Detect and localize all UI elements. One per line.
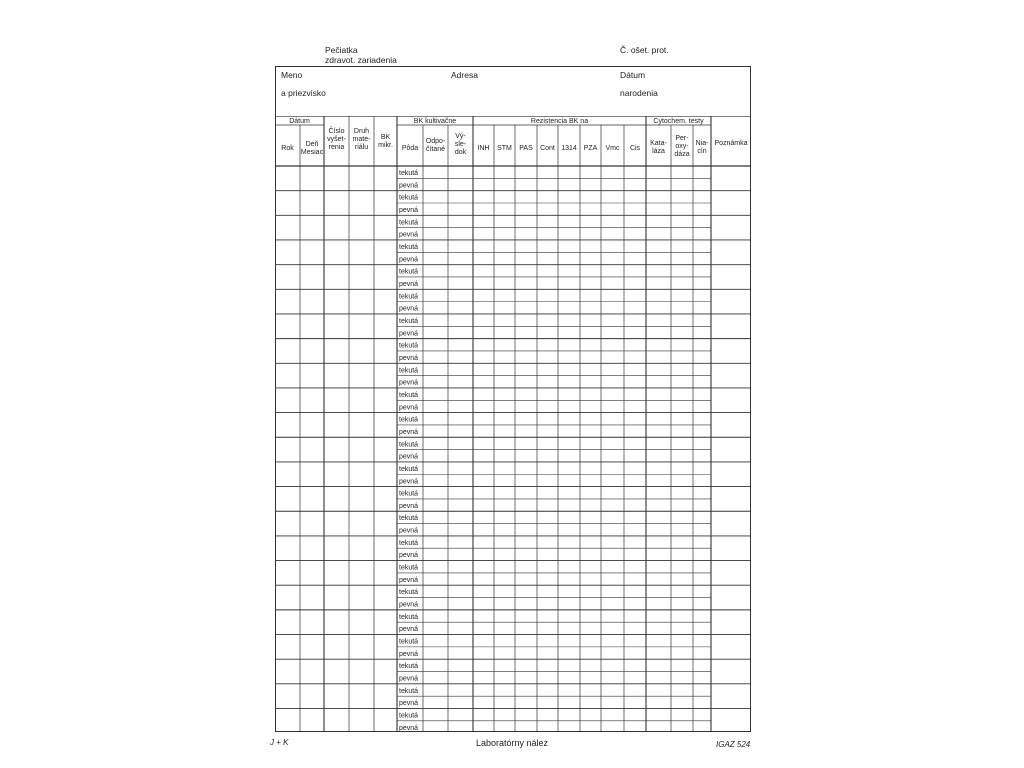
col-katalaza: láza	[652, 148, 665, 155]
col-niacin: Nia-	[695, 140, 709, 147]
row-label-pevna: pevná	[399, 552, 419, 560]
stamp-label	[325, 45, 397, 65]
col-vysledok: Vý-	[455, 133, 466, 140]
protocol-number-label: Č. ošet. prot.	[620, 45, 669, 55]
row-label-tekuta: tekutá	[399, 342, 419, 350]
row-label-pevna: pevná	[399, 502, 419, 510]
group-bk-label: BK kultivačne	[413, 118, 457, 125]
col-niacin: cín	[697, 148, 707, 155]
col-cislo-vysetrenia: renia	[328, 144, 345, 151]
row-label-tekuta: tekutá	[399, 613, 419, 621]
row-label-tekuta: tekutá	[399, 712, 419, 720]
col-1314: 1314	[561, 145, 577, 152]
col-bk-mikr: mikr.	[378, 142, 393, 149]
col-cont: Cont	[540, 145, 555, 152]
col-cislo-vysetrenia: vyšet-	[327, 136, 346, 143]
row-label-tekuta: tekutá	[399, 268, 419, 276]
row-label-pevna: pevná	[399, 280, 419, 288]
row-label-pevna: pevná	[399, 231, 419, 239]
row-label-tekuta: tekutá	[399, 170, 419, 177]
row-label-pevna: pevná	[399, 428, 419, 436]
row-label-pevna: pevná	[399, 330, 419, 338]
col-peroxydaza: oxy-	[675, 143, 689, 150]
row-label-pevna: pevná	[399, 206, 419, 214]
row-label-tekuta: tekutá	[399, 687, 419, 695]
group-rezistencia-label: Rezistencia BK na	[530, 118, 589, 125]
col-cis: Cis	[629, 145, 641, 152]
col-vysledok: dok	[454, 149, 467, 156]
surname-label: a priezvisko	[281, 88, 326, 98]
row-label-tekuta: tekutá	[399, 219, 419, 227]
row-label-pevna: pevná	[399, 650, 419, 658]
row-label-pevna: pevná	[399, 527, 419, 535]
col-rok: Rok	[281, 145, 294, 152]
row-label-pevna: pevná	[399, 354, 419, 362]
row-label-pevna: pevná	[399, 626, 419, 634]
col-poda: Pôda	[401, 145, 419, 152]
row-label-tekuta: tekutá	[399, 465, 419, 473]
col-odpocitane: Odpo-	[425, 138, 446, 145]
col-inh: INH	[477, 145, 490, 152]
col-druh-materialu: Druh	[353, 128, 370, 135]
dob-label-1: Dátum	[620, 70, 646, 80]
row-label-pevna: pevná	[399, 724, 419, 732]
row-label-tekuta: tekutá	[399, 391, 419, 399]
group-datum-label: Dátum	[289, 118, 310, 125]
col-cislo-vysetrenia: Číslo	[328, 128, 345, 135]
row-label-tekuta: tekutá	[399, 539, 419, 547]
col-vysledok: sle-	[454, 141, 467, 148]
row-label-tekuta: tekutá	[399, 293, 419, 301]
col-vmc: Vmc	[605, 145, 620, 152]
address-label: Adresa	[451, 70, 478, 80]
row-label-tekuta: tekutá	[399, 367, 419, 375]
col-peroxydaza: Per-	[675, 135, 689, 142]
footer-form-code: IGAZ 524	[716, 740, 751, 749]
row-label-tekuta: tekutá	[399, 663, 419, 671]
row-label-pevna: pevná	[399, 675, 419, 683]
col-katalaza: Kata-	[650, 140, 667, 147]
col-pza: PZA	[583, 145, 598, 152]
row-label-pevna: pevná	[399, 256, 419, 264]
row-label-pevna: pevná	[399, 576, 419, 584]
row-label-pevna: pevná	[399, 404, 419, 412]
footer-left: J + K	[270, 738, 289, 747]
row-label-pevna: pevná	[399, 453, 419, 461]
footer-title: Laboratórny nález	[476, 738, 549, 748]
dob-label-2: narodenia	[620, 88, 658, 98]
row-label-tekuta: tekutá	[399, 441, 419, 449]
col-odpocitane: čítané	[425, 146, 446, 153]
col-bk-mikr: BK	[380, 134, 391, 141]
row-label-pevna: pevná	[399, 182, 419, 190]
row-label-tekuta: tekutá	[399, 317, 419, 325]
row-label-tekuta: tekutá	[399, 243, 419, 251]
row-label-tekuta: tekutá	[399, 194, 419, 202]
row-label-pevna: pevná	[399, 478, 419, 486]
stamp-line-2: zdravot. zariadenia	[325, 55, 397, 65]
row-label-tekuta: tekutá	[399, 638, 419, 646]
col-stm: STM	[497, 145, 512, 152]
col-den-mesiac: Deň	[305, 141, 319, 148]
row-label-tekuta: tekutá	[399, 589, 419, 597]
row-label-pevna: pevná	[399, 379, 419, 387]
col-peroxydaza: dáza	[674, 151, 690, 158]
row-label-pevna: pevná	[399, 601, 419, 609]
stamp-line-1: Pečiatka	[325, 45, 358, 55]
row-label-tekuta: tekutá	[399, 564, 419, 572]
group-cytochem-label: Cytochem. testy	[653, 118, 704, 125]
lab-results-table	[275, 116, 751, 732]
row-label-pevna: pevná	[399, 700, 419, 708]
lab-results-grid	[275, 116, 751, 732]
col-druh-materialu: mate-	[352, 136, 371, 143]
col-den-mesiac: Mesiac	[300, 149, 324, 156]
row-label-tekuta: tekutá	[399, 515, 419, 523]
row-label-tekuta: tekutá	[399, 416, 419, 424]
col-pas: PAS	[519, 145, 533, 152]
row-label-tekuta: tekutá	[399, 490, 419, 498]
col-poznamka: Poznámka	[714, 140, 748, 147]
name-label: Meno	[281, 70, 303, 80]
col-druh-materialu: riálu	[354, 144, 369, 151]
row-label-pevna: pevná	[399, 305, 419, 313]
